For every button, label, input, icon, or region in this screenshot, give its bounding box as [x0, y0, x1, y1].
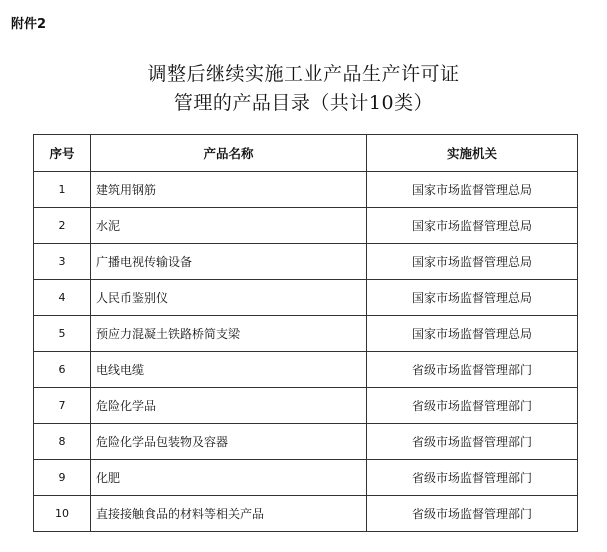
document-title-line-1: 调整后继续实施工业产品生产许可证	[147, 63, 460, 85]
row-product-name: 人民币鉴别仪	[91, 280, 367, 316]
row-agency: 国家市场监督管理总局	[367, 172, 578, 208]
row-agency: 国家市场监督管理总局	[367, 208, 578, 244]
table-row	[34, 280, 578, 316]
table-row	[34, 208, 578, 244]
row-agency: 省级市场监督管理部门	[367, 388, 578, 424]
table-row	[34, 244, 578, 280]
table-row	[34, 172, 578, 208]
row-product-name: 预应力混凝土铁路桥简支梁	[91, 316, 367, 352]
row-product-name: 水泥	[91, 208, 367, 244]
row-seq: 8	[34, 424, 91, 460]
document-title-line-2: 管理的产品目录（共计10类）	[173, 92, 434, 114]
attachment-label: 附件2	[11, 17, 47, 32]
row-product-name: 电线电缆	[91, 352, 367, 388]
header-product-name: 产品名称	[91, 135, 367, 172]
row-product-name: 广播电视传输设备	[91, 244, 367, 280]
row-agency: 国家市场监督管理总局	[367, 316, 578, 352]
row-product-name: 危险化学品包装物及容器	[91, 424, 367, 460]
table-row	[34, 352, 578, 388]
table-row	[34, 460, 578, 496]
table-header-row	[34, 135, 578, 172]
header-implementing-agency: 实施机关	[367, 135, 578, 172]
table-row	[34, 424, 578, 460]
row-seq: 4	[34, 280, 91, 316]
row-agency: 国家市场监督管理总局	[367, 280, 578, 316]
row-product-name: 建筑用钢筋	[91, 172, 367, 208]
table-row	[34, 496, 578, 532]
table-row	[34, 388, 578, 424]
row-agency: 省级市场监督管理部门	[367, 352, 578, 388]
table-row	[34, 316, 578, 352]
row-seq: 6	[34, 352, 91, 388]
row-seq: 5	[34, 316, 91, 352]
row-product-name: 直接接触食品的材料等相关产品	[91, 496, 367, 532]
row-product-name: 化肥	[91, 460, 367, 496]
row-agency: 省级市场监督管理部门	[367, 496, 578, 532]
row-agency: 省级市场监督管理部门	[367, 424, 578, 460]
row-seq: 9	[34, 460, 91, 496]
row-seq: 2	[34, 208, 91, 244]
row-seq: 7	[34, 388, 91, 424]
row-product-name: 危险化学品	[91, 388, 367, 424]
header-seq: 序号	[34, 135, 91, 172]
row-seq: 1	[34, 172, 91, 208]
row-seq: 3	[34, 244, 91, 280]
row-agency: 省级市场监督管理部门	[367, 460, 578, 496]
row-seq: 10	[34, 496, 91, 532]
product-catalog-table	[33, 134, 578, 532]
row-agency: 国家市场监督管理总局	[367, 244, 578, 280]
